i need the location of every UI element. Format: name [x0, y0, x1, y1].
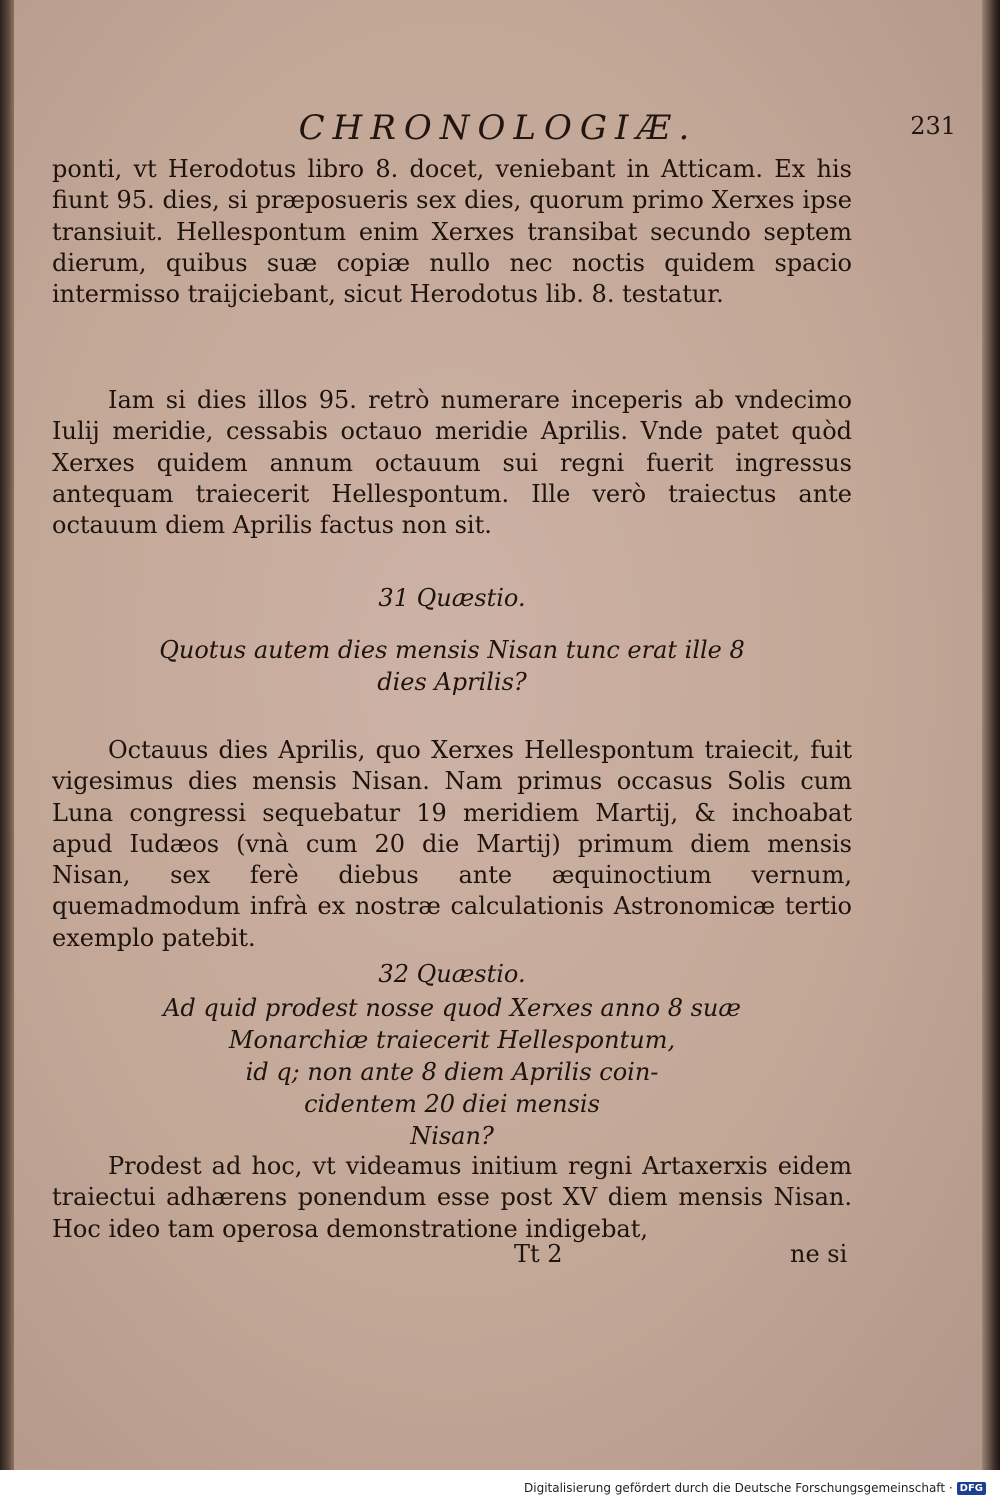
paragraph-1: [52, 154, 852, 310]
question-32-line-5: Nisan?: [410, 1122, 494, 1150]
paragraph-3-text: Octauus dies Aprilis, quo Xerxes Hellespontum traiecit, fuit vigesimus dies mensis Nisan. Nam primus occasus Solis cum Luna congressi sequebatur 19 meridiem Martij, & inchoabat apud Iudæos (vnà cum 20 die Martij) primum diem mensis Nisan, sex ferè diebus ante æquinoctium vernum, quemadmodum infrà ex nostræ calculationis Astronomicæ tertio exemplo patebit.: [52, 736, 852, 952]
paragraph-2: [52, 385, 852, 541]
dfg-logo: DFG: [957, 1482, 986, 1495]
signature-mark: Tt 2: [514, 1240, 563, 1268]
page-number: 231: [910, 112, 956, 140]
question-31-line-1: Quotus autem dies mensis Nisan tunc erat ille 8: [159, 636, 745, 664]
catchword: ne si: [790, 1240, 848, 1268]
footer-credit: [524, 1481, 986, 1495]
question-31-line-2: dies Aprilis?: [377, 668, 527, 696]
question-31-heading: 31 Quæstio.: [378, 584, 526, 612]
book-edge-right: [982, 0, 1000, 1470]
question-32-heading: 32 Quæstio.: [378, 960, 526, 988]
book-binding-left: [0, 0, 14, 1501]
paragraph-1-text: ponti, vt Herodotus libro 8. docet, veniebant in Atticam. Ex his fiunt 95. dies, si præposueris sex dies, quorum primo Xerxes ipse transiuit. Hellespontum enim Xerxes transibat secundo septem dierum, quibus suæ copiæ nullo nec noctis quidem spacio intermisso traijciebant, sicut Herodotus lib. 8. testatur.: [52, 155, 852, 309]
question-32-line-2: Monarchiæ traiecerit Hellespontum,: [228, 1026, 676, 1054]
question-32-text: [52, 992, 852, 1152]
question-32-line-3: id q; non ante 8 diem Aprilis coin-: [245, 1058, 659, 1086]
question-32-line-4: cidentem 20 diei mensis: [304, 1090, 600, 1118]
question-31-text: [52, 634, 852, 698]
paragraph-4-text: Prodest ad hoc, vt videamus initium regni Artaxerxis eidem traiectui adhærens ponendum esse post XV diem mensis Nisan. Hoc ideo tam operosa demonstratione indigebat,: [52, 1152, 852, 1243]
running-header: CHRONOLOGIÆ.: [298, 108, 698, 148]
paragraph-3: [52, 735, 852, 954]
scanned-page: [14, 0, 982, 1470]
footer-strip: [0, 1470, 1000, 1501]
question-32-line-1: Ad quid prodest nosse quod Xerxes anno 8 suæ: [163, 994, 741, 1022]
paragraph-4: [52, 1151, 852, 1245]
paragraph-2-text: Iam si dies illos 95. retrò numerare inceperis ab vndecimo Iulij meridie, cessabis octauo meridie Aprilis. Vnde patet quòd Xerxes quidem annum octauum sui regni fuerit ingressus antequam traiecerit Hellespontum. Ille verò traiectus ante octauum diem Aprilis factus non sit.: [52, 386, 852, 540]
footer-text: Digitalisierung gefördert durch die Deutsche Forschungsgemeinschaft ·: [524, 1481, 953, 1495]
